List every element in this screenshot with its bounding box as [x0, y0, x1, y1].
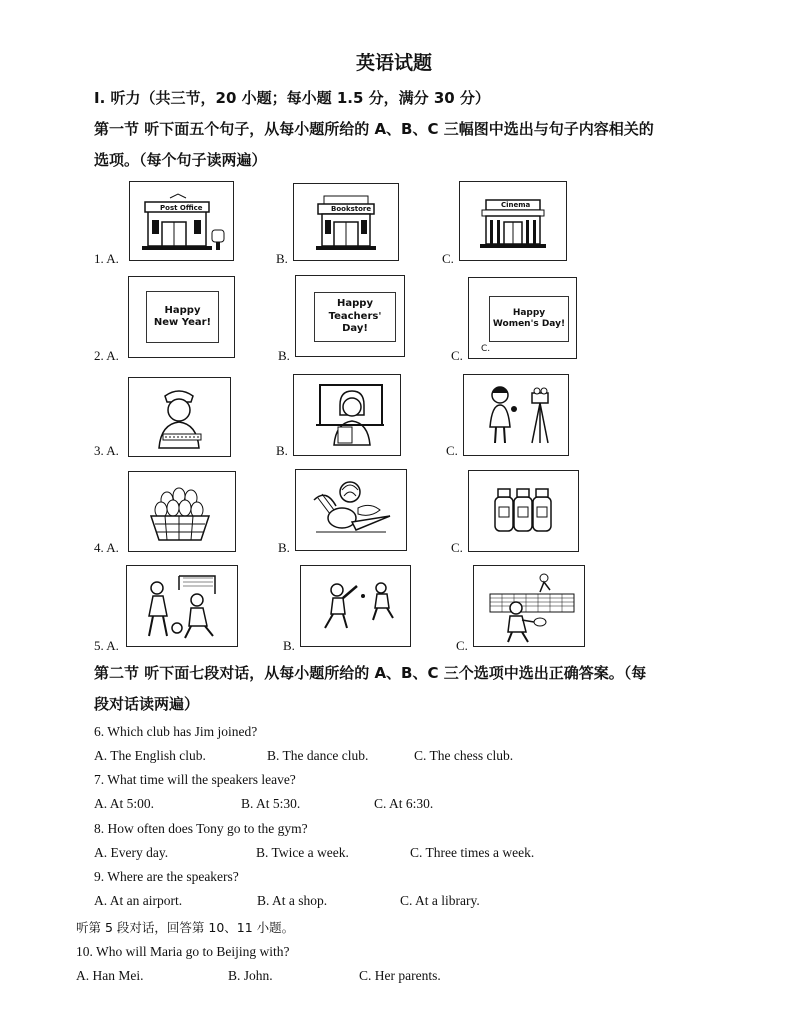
section1-instruction-line2: 选项。（每个句子读两遍） [94, 151, 267, 169]
question-10-option-a: A. Han Mei. [76, 968, 144, 983]
vegetables-picture [295, 469, 407, 551]
question-8-option-c: C. Three times a week. [410, 845, 535, 860]
question-6-option-a: A. The English club. [94, 748, 206, 763]
question-8-option-b: B. Twice a week. [256, 845, 349, 860]
cinema-sign: Cinema [501, 201, 531, 209]
greeting-card-icon [489, 296, 569, 342]
question-10-option-c: C. Her parents. [359, 968, 441, 983]
row5-label-a: 5. A. [94, 638, 119, 653]
dialogue-5-note: 听第 5 段对话，回答第 10、11 小题。 [76, 920, 295, 935]
bookstore-building-icon [294, 184, 398, 260]
post-office-sign: Post Office [160, 204, 203, 212]
bookstore-sign: Bookstore [331, 205, 372, 213]
nurse-picture [128, 377, 231, 457]
womens-day-card-picture [468, 277, 577, 359]
row5-label-c: C. [456, 638, 468, 653]
section2-instruction-line2: 段对话读两遍） [94, 695, 200, 713]
question-10-option-b: B. John. [228, 968, 273, 983]
reporter-camera-figure-icon [464, 375, 568, 455]
question-9-option-c: C. At a library. [400, 893, 480, 908]
teachers-day-card-picture [295, 275, 405, 357]
egg-basket-icon [129, 472, 235, 551]
milk-bottles-picture [468, 470, 579, 552]
section1-instruction-line1: 第一节 听下面五个句子，从每小题所给的 A、B、C 三幅图中选出与句子内容相关的 [94, 120, 654, 138]
cinema-building-icon [460, 182, 566, 260]
question-7-option-c: C. At 6:30. [374, 796, 434, 811]
question-8-option-a: A. Every day. [94, 845, 169, 860]
row5-label-b: B. [283, 638, 295, 653]
football-players-icon [127, 566, 237, 646]
football-picture [126, 565, 238, 647]
row2-label-c: C. [451, 348, 463, 363]
baseball-players-icon [301, 566, 410, 646]
row2-label-b: B. [278, 348, 290, 363]
row1-label-c: C. [442, 251, 454, 266]
card-line1: Happy [337, 298, 373, 310]
row3-label-a: 3. A. [94, 443, 119, 458]
row4-label-a: 4. A. [94, 540, 119, 555]
cinema-picture [459, 181, 567, 261]
question-7: 7. What time will the speakers leave? [94, 772, 296, 787]
section2-instruction-line1: 第二节 听下面七段对话，从每小题所给的 A、B、C 三个选项中选出正确答案。（每 [94, 664, 647, 682]
question-9-option-b: B. At a shop. [257, 893, 328, 908]
row3-label-b: B. [276, 443, 288, 458]
row4-label-b: B. [278, 540, 290, 555]
question-6-option-b: B. The dance club. [267, 748, 369, 763]
greeting-card-icon [314, 292, 396, 342]
nurse-figure-icon [129, 378, 230, 456]
post-office-picture [129, 181, 234, 261]
milk-bottles-icon [469, 471, 578, 551]
egg-basket-picture [128, 471, 236, 552]
page-title: 英语试题 [356, 52, 433, 74]
teacher-picture [293, 374, 401, 456]
baseball-picture [300, 565, 411, 647]
question-6-option-c: C. The chess club. [414, 748, 514, 763]
question-10: 10. Who will Maria go to Beijing with? [76, 944, 290, 959]
row1-label-b: B. [276, 251, 288, 266]
question-6: 6. Which club has Jim joined? [94, 724, 258, 739]
card-line1: Happy [512, 307, 546, 318]
card-line1: Happy [164, 304, 201, 316]
card-line2: Women's Day! [492, 319, 566, 329]
row2-label-a: 2. A. [94, 348, 119, 363]
vegetables-icon [296, 470, 406, 550]
greeting-card-icon [146, 291, 219, 343]
row3-label-c: C. [446, 443, 458, 458]
question-9-option-a: A. At an airport. [94, 893, 183, 908]
new-year-card-picture [128, 276, 235, 358]
tennis-picture [473, 565, 585, 647]
question-7-option-b: B. At 5:30. [241, 796, 301, 811]
teacher-figure-icon [294, 375, 400, 455]
reporter-picture [463, 374, 569, 456]
card-line2: Teachers' Day! [328, 310, 382, 335]
question-7-option-a: A. At 5:00. [94, 796, 155, 811]
post-office-building-icon [130, 182, 233, 260]
row1-label-a: 1. A. [94, 251, 119, 266]
question-8: 8. How often does Tony go to the gym? [94, 821, 308, 836]
bookstore-picture [293, 183, 399, 261]
tennis-players-icon [474, 566, 584, 646]
question-9: 9. Where are the speakers? [94, 869, 239, 884]
row4-label-c: C. [451, 540, 463, 555]
card-line2: New Year! [153, 317, 212, 328]
part1-heading: Ⅰ. 听力（共三节，20 小题；每小题 1.5 分，满分 30 分） [94, 89, 490, 107]
card-corner-label: C. [481, 344, 491, 354]
